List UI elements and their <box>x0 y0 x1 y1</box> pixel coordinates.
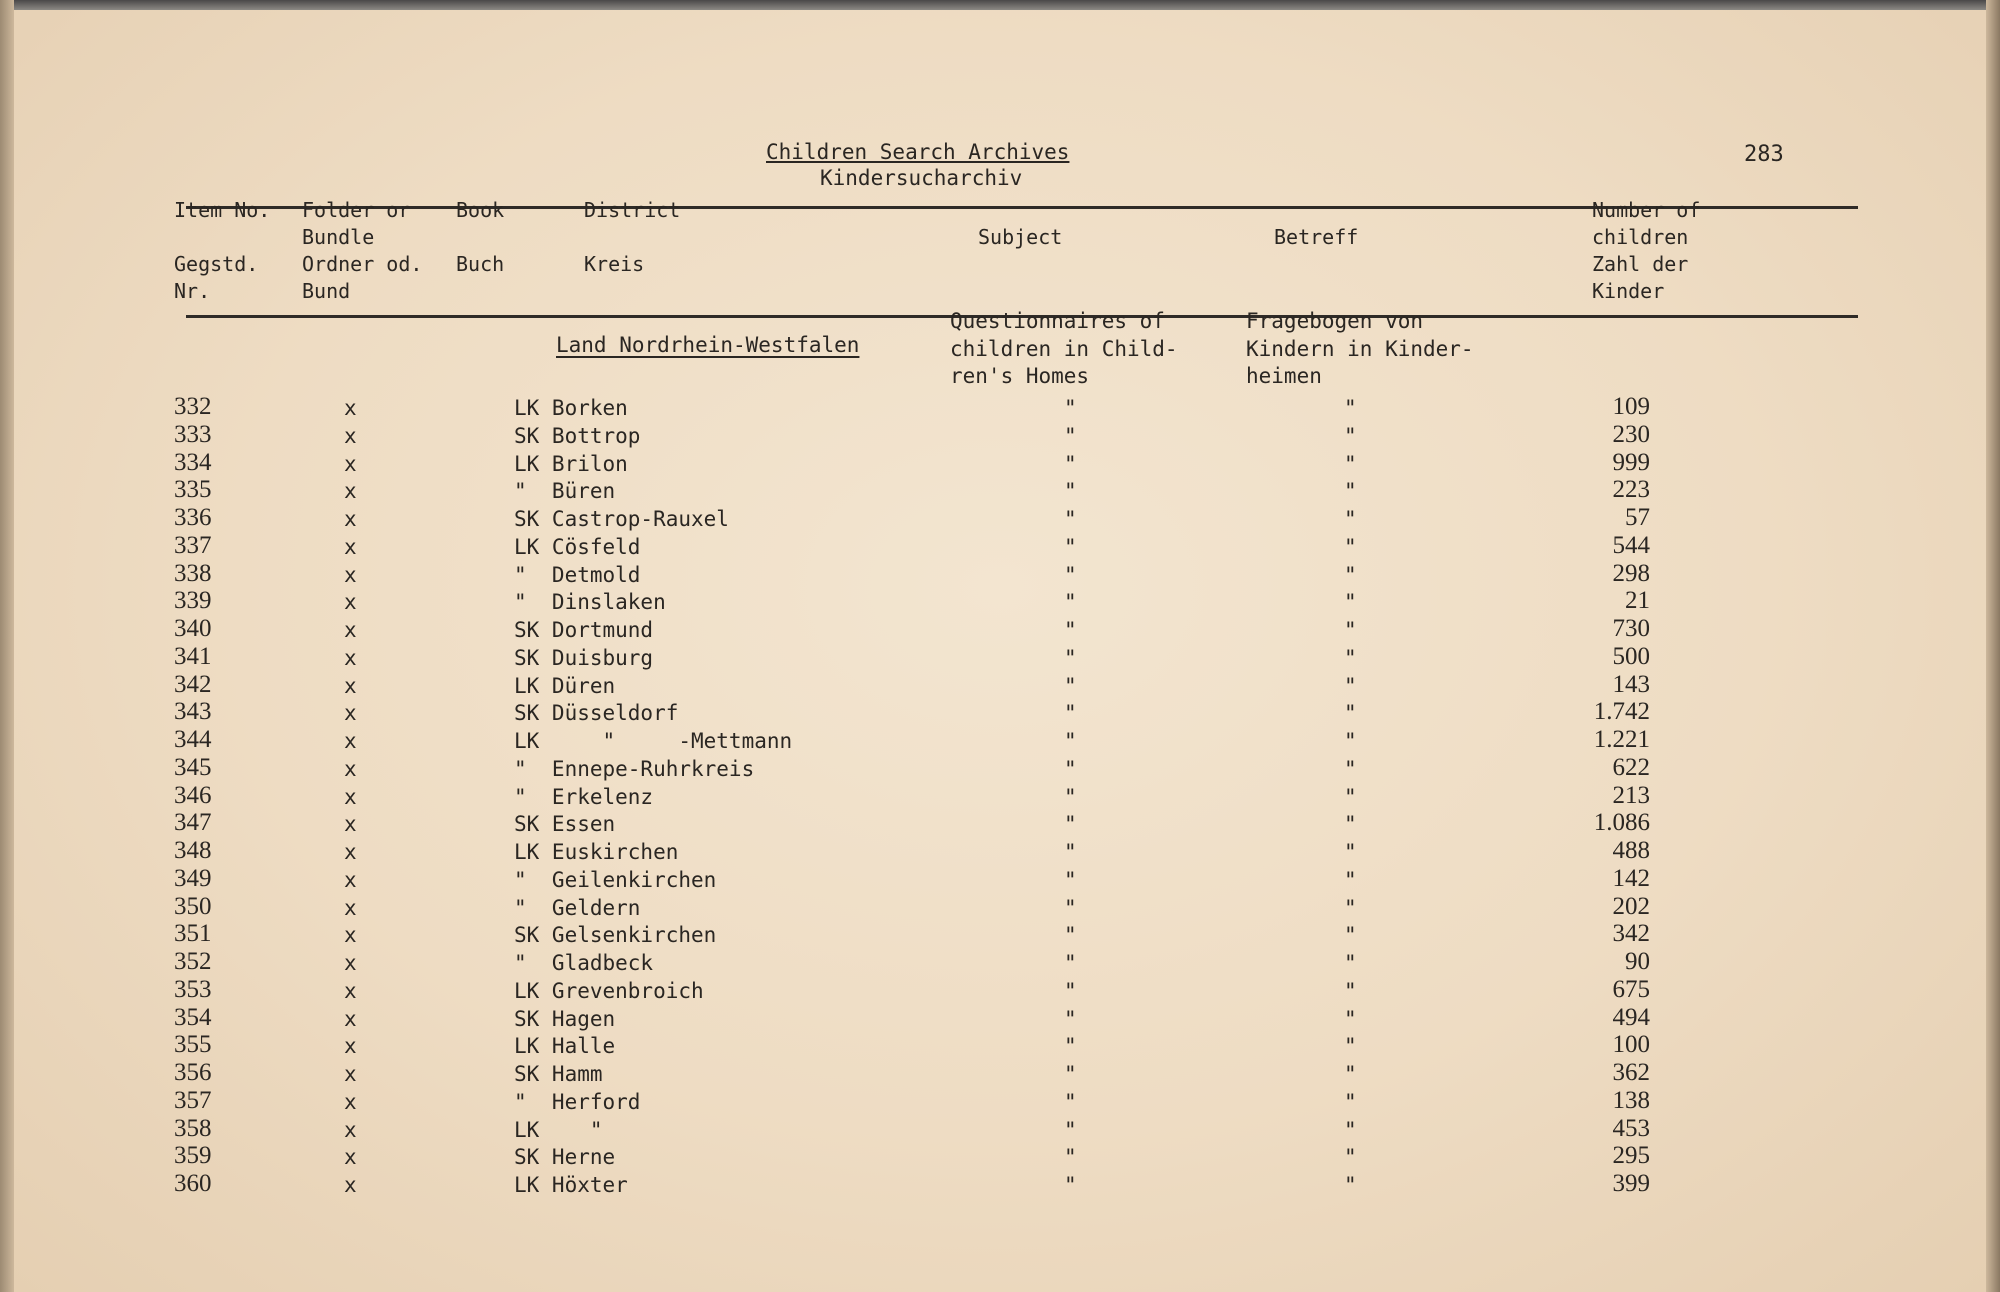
section-betreff: Fragebogen von Kindern in Kinder- heimen <box>1246 309 1474 388</box>
table-row <box>14 587 1986 618</box>
cell-district: " Herford <box>514 1089 641 1114</box>
cell-number: 342 <box>1612 920 1650 948</box>
cell-item: 337 <box>174 531 212 559</box>
cell-folder: x <box>344 978 357 1003</box>
cell-folder: x <box>344 673 357 698</box>
cell-number: 223 <box>1612 476 1650 504</box>
cell-number: 622 <box>1612 753 1650 781</box>
cell-folder: x <box>344 1034 357 1059</box>
cell-district: LK Borken <box>514 396 628 420</box>
cell-betreff: " <box>1344 479 1357 504</box>
cell-number: 999 <box>1612 448 1650 476</box>
cell-betreff: " <box>1344 951 1357 975</box>
cell-betreff: " <box>1344 895 1357 920</box>
cell-betreff: " <box>1344 673 1357 698</box>
cell-number: 213 <box>1612 781 1650 809</box>
cell-subject: " <box>1064 729 1077 753</box>
cell-betreff: " <box>1344 645 1357 670</box>
cell-folder: x <box>344 1089 357 1114</box>
table-row <box>14 670 1986 702</box>
cell-district: " Dinslaken <box>514 590 666 615</box>
cell-folder: x <box>344 701 357 726</box>
cell-item: 359 <box>174 1142 212 1170</box>
cell-number: 500 <box>1612 642 1650 670</box>
cell-number: 230 <box>1612 420 1650 448</box>
table-row <box>14 1170 1986 1201</box>
cell-folder: x <box>344 756 357 781</box>
cell-item: 339 <box>174 587 212 615</box>
table-row <box>14 559 1986 591</box>
cell-folder: x <box>344 507 357 531</box>
cell-district: " Geilenkirchen <box>514 867 717 892</box>
cell-folder: x <box>344 479 357 504</box>
cell-item: 345 <box>174 753 212 781</box>
cell-number: 138 <box>1612 1086 1650 1114</box>
cell-district: SK Hagen <box>514 1006 616 1031</box>
cell-betreff: " <box>1344 812 1357 837</box>
cell-district: " Geldern <box>514 895 641 920</box>
header-number-of-children: Number of children Zahl der Kinder <box>1592 198 1701 303</box>
cell-betreff: " <box>1344 978 1357 1003</box>
cell-item: 354 <box>174 1003 212 1031</box>
cell-subject: " <box>1064 840 1077 864</box>
cell-district: SK Gelsenkirchen <box>514 923 717 948</box>
cell-subject: " <box>1064 978 1077 1003</box>
cell-number: 202 <box>1612 892 1650 920</box>
cell-number: 1.086 <box>1593 809 1650 837</box>
table-row <box>14 531 1986 563</box>
cell-folder: x <box>344 618 357 642</box>
cell-number: 21 <box>1625 587 1650 615</box>
cell-folder: x <box>344 1145 357 1170</box>
cell-district: SK Düsseldorf <box>514 701 679 726</box>
cell-subject: " <box>1064 1089 1077 1114</box>
cell-folder: x <box>344 1173 357 1197</box>
cell-district: LK Höxter <box>514 1173 628 1197</box>
cell-item: 355 <box>174 1031 212 1059</box>
cell-number: 730 <box>1612 615 1650 642</box>
cell-item: 340 <box>174 615 212 642</box>
cell-district: " Erkelenz <box>514 784 654 809</box>
header-district: District Kreis <box>584 198 681 276</box>
cell-number: 57 <box>1625 504 1650 531</box>
table-row <box>14 393 1986 424</box>
cell-subject: " <box>1064 423 1077 448</box>
table-row <box>14 1003 1986 1035</box>
cell-betreff: " <box>1344 1034 1357 1059</box>
cell-betreff: " <box>1344 618 1357 642</box>
cell-district: " Detmold <box>514 562 641 587</box>
table-row <box>14 615 1986 646</box>
cell-item: 348 <box>174 837 212 864</box>
table-row <box>14 1114 1986 1146</box>
table-row <box>14 420 1986 452</box>
cell-betreff: " <box>1344 923 1357 948</box>
cell-betreff: " <box>1344 562 1357 587</box>
cell-number: 100 <box>1612 1031 1650 1059</box>
cell-item: 343 <box>174 698 212 726</box>
cell-number: 298 <box>1612 559 1650 587</box>
cell-betreff: " <box>1344 784 1357 809</box>
cell-subject: " <box>1064 867 1077 892</box>
table-row <box>14 864 1986 896</box>
cell-subject: " <box>1064 701 1077 726</box>
cell-district: SK Duisburg <box>514 645 654 670</box>
document-page <box>14 10 1986 1292</box>
header-book: Book Buch <box>456 198 505 276</box>
cell-subject: " <box>1064 451 1077 476</box>
cell-number: 109 <box>1612 393 1650 420</box>
cell-betreff: " <box>1344 729 1357 753</box>
cell-folder: x <box>344 1117 357 1142</box>
cell-district: SK Herne <box>514 1145 616 1170</box>
cell-betreff: " <box>1344 867 1357 892</box>
table-row <box>14 448 1986 480</box>
cell-betreff: " <box>1344 1145 1357 1170</box>
cell-item: 356 <box>174 1059 212 1086</box>
cell-number: 90 <box>1625 948 1650 975</box>
cell-betreff: " <box>1344 534 1357 559</box>
cell-subject: " <box>1064 673 1077 698</box>
cell-folder: x <box>344 590 357 615</box>
cell-item: 349 <box>174 864 212 892</box>
cell-subject: " <box>1064 1062 1077 1086</box>
cell-number: 544 <box>1612 531 1650 559</box>
table-row <box>14 1031 1986 1062</box>
cell-folder: x <box>344 645 357 670</box>
cell-item: 341 <box>174 642 212 670</box>
table-row <box>14 504 1986 535</box>
cell-number: 142 <box>1612 864 1650 892</box>
header-folder: Folder or Bundle Ordner od. Bund <box>302 198 423 303</box>
cell-district: " Ennepe-Ruhrkreis <box>514 756 755 781</box>
cell-folder: x <box>344 867 357 892</box>
cell-betreff: " <box>1344 1062 1357 1086</box>
cell-subject: " <box>1064 645 1077 670</box>
cell-subject: " <box>1064 1034 1077 1059</box>
cell-subject: " <box>1064 1173 1077 1197</box>
table-row <box>14 920 1986 951</box>
cell-folder: x <box>344 451 357 476</box>
cell-district: LK Halle <box>514 1034 616 1059</box>
cell-subject: " <box>1064 895 1077 920</box>
header-item-no: Item No. Gegstd. Nr. <box>174 198 271 303</box>
document-title: Children Search Archives <box>766 140 1070 164</box>
cell-number: 675 <box>1612 975 1650 1003</box>
cell-district: LK Düren <box>514 673 616 698</box>
table-row <box>14 1086 1986 1118</box>
cell-folder: x <box>344 951 357 975</box>
cell-item: 352 <box>174 948 212 975</box>
cell-subject: " <box>1064 534 1077 559</box>
table-row <box>14 781 1986 813</box>
cell-folder: x <box>344 840 357 864</box>
cell-subject: " <box>1064 396 1077 420</box>
cell-item: 338 <box>174 559 212 587</box>
scan-edge-right <box>1986 0 2000 1292</box>
cell-subject: " <box>1064 784 1077 809</box>
table-row <box>14 642 1986 674</box>
cell-number: 295 <box>1612 1142 1650 1170</box>
table-row <box>14 975 1986 1007</box>
cell-folder: x <box>344 923 357 948</box>
cell-folder: x <box>344 1006 357 1031</box>
cell-item: 351 <box>174 920 212 948</box>
cell-number: 1.742 <box>1593 698 1650 726</box>
cell-betreff: " <box>1344 1089 1357 1114</box>
cell-betreff: " <box>1344 507 1357 531</box>
cell-district: SK Dortmund <box>514 618 654 642</box>
table-row <box>14 698 1986 729</box>
cell-betreff: " <box>1344 756 1357 781</box>
table-row <box>14 1142 1986 1173</box>
cell-number: 362 <box>1612 1059 1650 1086</box>
cell-item: 357 <box>174 1086 212 1114</box>
header-betreff: Betreff <box>1274 225 1359 249</box>
cell-subject: " <box>1064 951 1077 975</box>
table-row <box>14 948 1986 979</box>
cell-betreff: " <box>1344 451 1357 476</box>
cell-district: SK Bottrop <box>514 423 641 448</box>
table-row <box>14 809 1986 840</box>
cell-subject: " <box>1064 923 1077 948</box>
table-row <box>14 892 1986 924</box>
cell-district: SK Hamm <box>514 1062 603 1086</box>
cell-district: SK Essen <box>514 812 616 837</box>
cell-subject: " <box>1064 1145 1077 1170</box>
cell-folder: x <box>344 1062 357 1086</box>
scan-edge-left <box>0 0 14 1292</box>
cell-subject: " <box>1064 507 1077 531</box>
cell-folder: x <box>344 812 357 837</box>
cell-number: 488 <box>1612 837 1650 864</box>
page-number: 283 <box>1744 142 1784 167</box>
cell-betreff: " <box>1344 396 1357 420</box>
cell-item: 358 <box>174 1114 212 1142</box>
cell-betreff: " <box>1344 590 1357 615</box>
cell-item: 360 <box>174 1170 212 1197</box>
cell-betreff: " <box>1344 1173 1357 1197</box>
cell-folder: x <box>344 396 357 420</box>
cell-district: LK " -Mettmann <box>514 729 793 753</box>
cell-subject: " <box>1064 618 1077 642</box>
document-subtitle: Kindersucharchiv <box>820 166 1023 190</box>
cell-number: 399 <box>1612 1170 1650 1197</box>
cell-item: 333 <box>174 420 212 448</box>
cell-subject: " <box>1064 1006 1077 1031</box>
section-subject: Questionnaires of children in Child- ren's Homes <box>950 309 1178 388</box>
cell-number: 494 <box>1612 1003 1650 1031</box>
table-row <box>14 1059 1986 1090</box>
cell-district: " Büren <box>514 479 616 504</box>
table-row <box>14 753 1986 785</box>
cell-subject: " <box>1064 812 1077 837</box>
cell-item: 334 <box>174 448 212 476</box>
cell-subject: " <box>1064 756 1077 781</box>
section-heading-land: Land Nordrhein-Westfalen <box>556 333 860 357</box>
scan-edge-top <box>0 0 2000 10</box>
cell-item: 344 <box>174 726 212 753</box>
cell-district: LK " <box>514 1117 603 1142</box>
cell-item: 342 <box>174 670 212 698</box>
cell-folder: x <box>344 729 357 753</box>
table-row <box>14 837 1986 868</box>
table-row <box>14 726 1986 757</box>
cell-district: " Gladbeck <box>514 951 654 975</box>
cell-betreff: " <box>1344 423 1357 448</box>
cell-subject: " <box>1064 590 1077 615</box>
cell-betreff: " <box>1344 840 1357 864</box>
cell-district: LK Brilon <box>514 451 628 476</box>
cell-district: LK Euskirchen <box>514 840 679 864</box>
cell-betreff: " <box>1344 1006 1357 1031</box>
cell-item: 346 <box>174 781 212 809</box>
cell-betreff: " <box>1344 1117 1357 1142</box>
cell-folder: x <box>344 562 357 587</box>
cell-item: 332 <box>174 393 212 420</box>
cell-district: SK Castrop-Rauxel <box>514 507 729 531</box>
cell-district: LK Cösfeld <box>514 534 641 559</box>
cell-subject: " <box>1064 562 1077 587</box>
cell-betreff: " <box>1344 701 1357 726</box>
cell-item: 336 <box>174 504 212 531</box>
cell-folder: x <box>344 534 357 559</box>
cell-subject: " <box>1064 479 1077 504</box>
cell-number: 1.221 <box>1593 726 1650 753</box>
header-subject: Subject <box>978 225 1063 249</box>
table-row <box>14 476 1986 507</box>
cell-item: 353 <box>174 975 212 1003</box>
cell-subject: " <box>1064 1117 1077 1142</box>
cell-item: 347 <box>174 809 212 837</box>
cell-folder: x <box>344 895 357 920</box>
cell-item: 350 <box>174 892 212 920</box>
cell-number: 143 <box>1612 670 1650 698</box>
cell-item: 335 <box>174 476 212 504</box>
cell-folder: x <box>344 423 357 448</box>
cell-number: 453 <box>1612 1114 1650 1142</box>
cell-district: LK Grevenbroich <box>514 978 704 1003</box>
cell-folder: x <box>344 784 357 809</box>
